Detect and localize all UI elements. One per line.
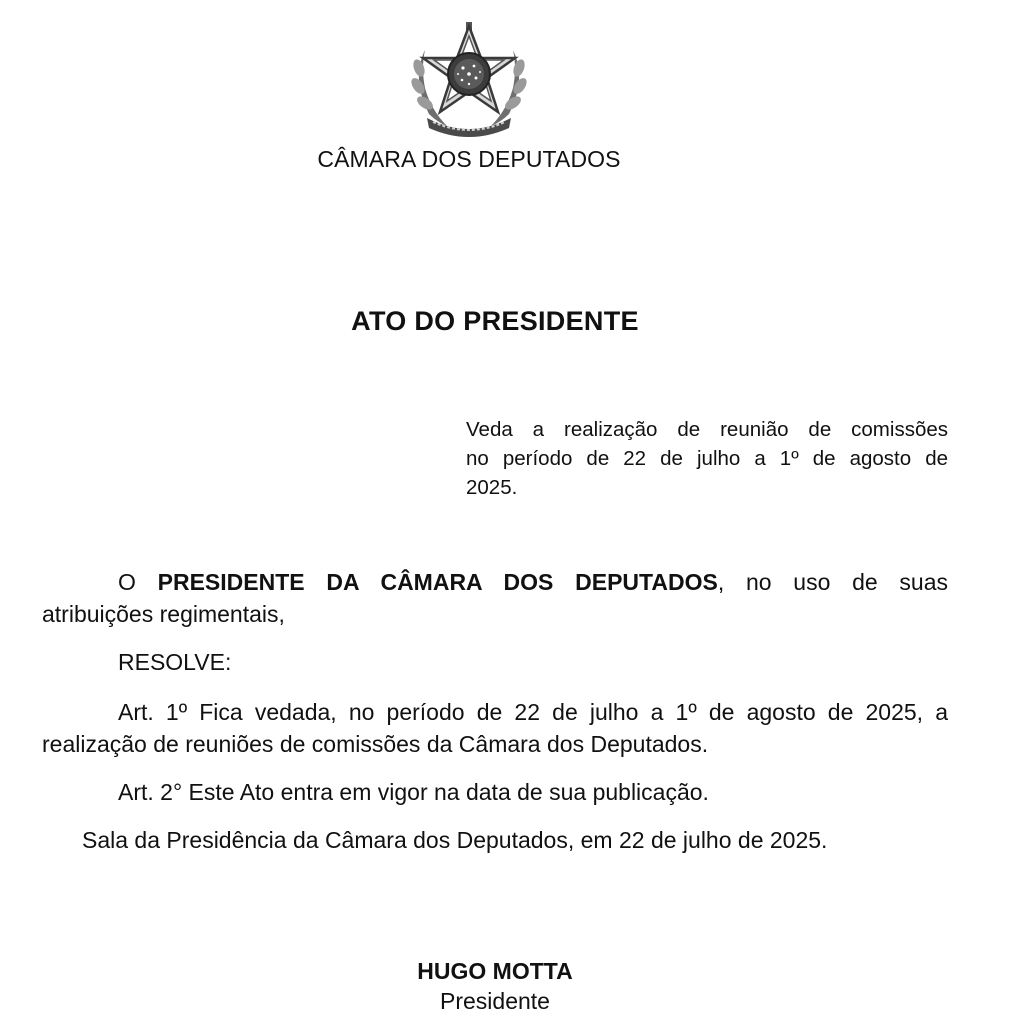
article-2 [42, 776, 948, 808]
article-line: Art. 1º Fica vedada, no período de 22 de julho a 1º de agosto de 2025, a [118, 699, 948, 725]
ementa-line: no período de 22 de julho a 1º de agosto de [466, 447, 948, 470]
institution-name: CÂMARA DOS DEPUTADOS [317, 146, 621, 172]
preamble-line [42, 566, 948, 598]
ementa-line: Veda a realização de reunião de comissões [466, 418, 948, 441]
preamble-authority: PRESIDENTE DA CÂMARA DOS DEPUTADOS [157, 569, 718, 595]
resolve-paragraph [42, 646, 948, 678]
coat-of-arms-icon [403, 18, 535, 140]
article-line: realização de reuniões de comissões da Câmara dos Deputados. [42, 731, 709, 757]
signer-role: Presidente [440, 988, 550, 1014]
preamble-paragraph [42, 566, 948, 630]
article-1 [42, 696, 948, 760]
resolve-text: RESOLVE: [118, 649, 232, 675]
article-line: Art. 2° Este Ato entra em vigor na data de sua publicação. [118, 779, 709, 805]
preamble-suffix: , no uso de suas [717, 569, 948, 595]
signer-name: HUGO MOTTA [417, 958, 573, 984]
closing-line: Sala da Presidência da Câmara dos Deputados, em 22 de julho de 2025. [82, 827, 828, 853]
ementa-summary [466, 415, 948, 502]
preamble-line: atribuições regimentais, [42, 601, 285, 627]
ementa-line: 2025. [466, 476, 518, 499]
act-title: ATO DO PRESIDENTE [351, 306, 639, 336]
preamble-prefix: O [118, 569, 158, 595]
